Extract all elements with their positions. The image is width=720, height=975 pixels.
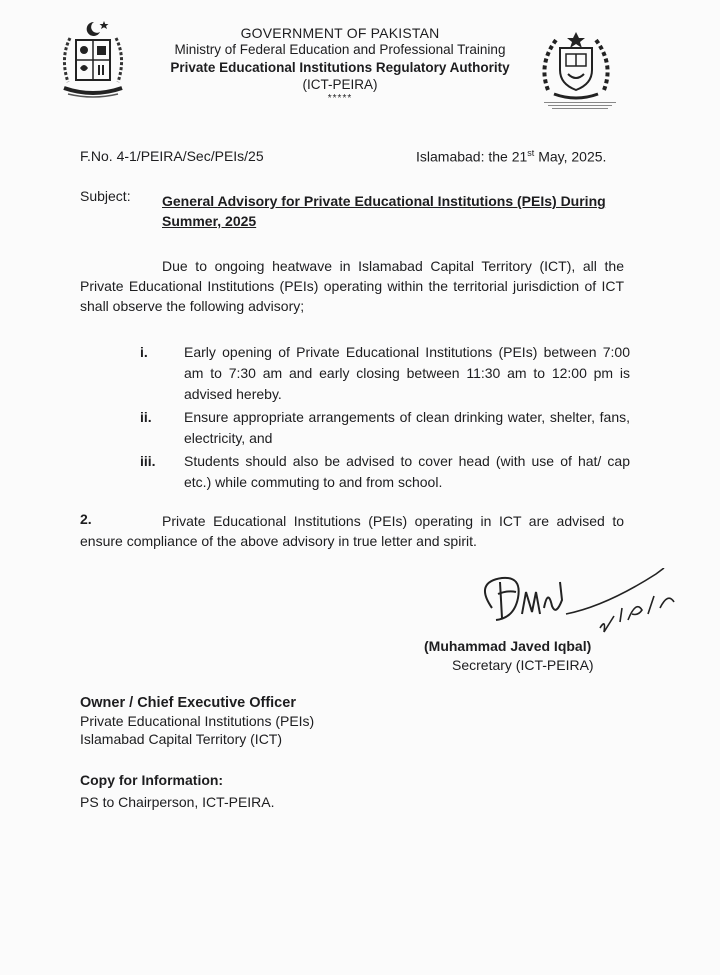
list-item bbox=[140, 407, 630, 449]
subject-label: Subject: bbox=[80, 188, 131, 204]
file-reference: F.No. 4-1/PEIRA/Sec/PEIs/25 bbox=[80, 148, 264, 164]
list-item-text: Early opening of Private Educational Institutions (PEIs) between 7:00 am to 7:30 am and early closing between 11:30 am to 12:00 pm is advised hereby. bbox=[184, 344, 630, 402]
date-prefix: Islamabad: the 21 bbox=[416, 148, 528, 165]
date-ordinal: st bbox=[527, 148, 535, 158]
list-item bbox=[140, 342, 630, 405]
list-item-text: Ensure appropriate arrangements of clean drinking water, shelter, fans, electricity, and bbox=[184, 409, 630, 446]
list-item-number: iii. bbox=[140, 453, 156, 469]
paragraph-2-text: Private Educational Institutions (PEIs) operating in ICT are advised to ensure compliance of the above advisory in true letter and spirit. bbox=[80, 513, 624, 549]
signatory-designation: Secretary (ICT-PEIRA) bbox=[452, 657, 594, 673]
handwritten-signature bbox=[470, 568, 700, 648]
list-item-number: ii. bbox=[140, 409, 152, 425]
letterhead-government: GOVERNMENT OF PAKISTAN bbox=[240, 25, 440, 41]
list-item-text: Students should also be advised to cover head (with use of hat/ cap etc.) while commuting to and from school. bbox=[184, 453, 630, 490]
pakistan-emblem-icon bbox=[54, 18, 132, 104]
addressee-title: Owner / Chief Executive Officer bbox=[80, 695, 296, 711]
intro-paragraph: Due to ongoing heatwave in Islamabad Capital Territory (ICT), all the Private Educational Institutions (PEIs) operating within the territorial jurisdiction of ICT shall observe the following advisory; bbox=[80, 258, 624, 314]
addressee-line-1: Private Educational Institutions (PEIs) bbox=[80, 713, 315, 729]
copy-recipient: PS to Chairperson, ICT-PEIRA. bbox=[80, 794, 275, 810]
paragraph-2-number: 2. bbox=[80, 511, 92, 527]
signatory-name: (Muhammad Javed Iqbal) bbox=[424, 638, 592, 654]
letterhead-acronym: (ICT-PEIRA) bbox=[302, 77, 378, 92]
logo-caption bbox=[538, 100, 622, 111]
subject-title: General Advisory for Private Educational Institutions (PEIs) During Summer, 2025 bbox=[162, 193, 606, 229]
letterhead-stars: ***** bbox=[327, 93, 353, 104]
letterhead-authority: Private Educational Institutions Regulatory Authority bbox=[170, 60, 510, 75]
copy-heading: Copy for Information: bbox=[80, 772, 224, 788]
list-item-number: i. bbox=[140, 344, 148, 360]
date-rest: May, 2025. bbox=[534, 148, 607, 165]
advisory-list bbox=[140, 342, 630, 495]
addressee-line-2: Islamabad Capital Territory (ICT) bbox=[80, 731, 283, 747]
letter-date bbox=[416, 148, 606, 165]
ict-peira-logo-icon bbox=[536, 30, 616, 102]
letterhead-ministry: Ministry of Federal Education and Professional Training bbox=[174, 42, 506, 57]
list-item bbox=[140, 451, 630, 493]
